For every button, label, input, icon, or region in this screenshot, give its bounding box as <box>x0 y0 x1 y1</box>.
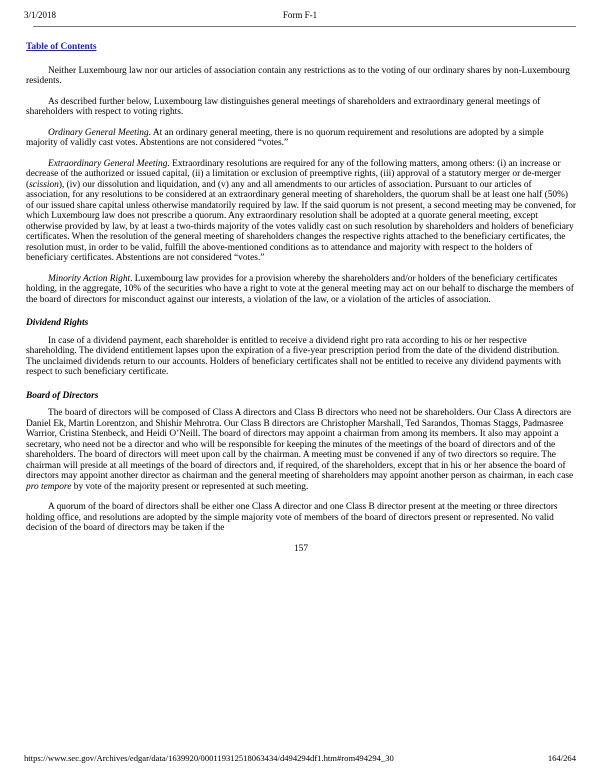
paragraph-text: In case of a dividend payment, each shareholder is entitled to receive a dividend right pro rata according to his or her respective shareholding. The dividend entitlement lapses upon the expiration of a five-year prescription period from the date of the dividend distribution. The unclaimed dividends return to our accounts. Holders of beneficiary certificates shall not be entitled to receive any dividend payments with respect to such beneficiary certificate. <box>26 335 561 377</box>
paragraph-extraordinary-general-meeting <box>26 159 576 264</box>
print-date: 3/1/2018 <box>24 10 57 20</box>
paragraph-text: . Extraordinary resolutions are required for any of the following matters, among others: (i) an increase or decrease of the authorized or issued capital, (ii) a limitation or exclusion of preemptive rights, (iii) approval of a statutory merger or de-merger ( <box>26 158 561 190</box>
print-header <box>24 10 576 22</box>
paragraph-lead-italic: Extraordinary General Meeting <box>48 158 168 169</box>
paragraph-text: A quorum of the board of directors shall be either one Class A director and one Class B director present at the meeting or three directors holding office, and resolutions are adopted by the simple majority vote of members of the board of directors present or represented. No valid decision of the board of directors may be taken if the <box>26 502 558 533</box>
paragraph-dividend-payment <box>26 336 576 378</box>
paragraph-board-quorum <box>26 502 576 534</box>
paragraph-meetings-distinction <box>26 97 576 118</box>
paragraph-text: by vote of the majority present or represented at such meeting. <box>71 481 309 492</box>
page-number: 157 <box>293 543 309 554</box>
italic-term-pro-tempore: pro tempore <box>26 481 72 492</box>
table-of-contents-link[interactable]: Table of Contents <box>26 42 97 52</box>
form-title: Form F-1 <box>282 10 318 20</box>
header-divider <box>33 26 576 27</box>
source-url: https://www.sec.gov/Archives/edgar/data/1639920/000119312518063434/d494294df1.htm#rom494294_30 <box>24 753 394 763</box>
heading-board-of-directors: Board of Directors <box>26 390 99 401</box>
paragraph-text: . At an ordinary general meeting, there is no quorum requirement and resolutions are adopted by a simple majority of validly cast votes. Abstentions are not considered “votes.” <box>26 127 544 148</box>
paragraph-text: ), (iv) our dissolution and liquidation, and (v) any and all amendments to our articles of association. Pursuant to our articles of association, for any resolutions to be considered at an extraordinary general meeting of shareholders, the quorum shall be at least one half (50%) of our issued share capital unless otherwise mandatorily required by law. If the said quorum is not present, a second meeting may be convened, for which Luxembourg law does not prescribe a quorum. Any extraordinary resolution shall be adopted at a quorate general meeting, except otherwise provided by law, by at least a two-thirds majority of the votes validly cast on such resolution by shareholders and holders of beneficiary certificates. When the resolution of the general meeting of shareholders changes the respective rights attached to the beneficiary certificates, the resolution must, in order to be valid, fulfill the above-mentioned conditions as to attendance and majority with respect to the holders of beneficiary certificates. Abstentions are not considered “votes.” <box>26 179 577 263</box>
italic-term-scission: scission <box>29 179 59 190</box>
paragraph-text: The board of directors will be composed of Class A directors and Class B directors who need not be shareholders. Our Class A directors are Daniel Ek, Martin Lorentzon, and Shishir Mehrotra. Our Class B directors are Christopher Marshall, Ted Sarandos, Thomas Staggs, Padmasree Warrior, Cristina Stenbeck, and Heidi O’Neill. The board of directors may appoint a chairman from among its members. It also may appoint a secretary, who need not be a director and who will be responsible for keeping the minutes of the meetings of the board of directors and of the shareholders. The board of directors will meet upon call by the chairman. A meeting must be convened if any of two directors so require. The chairman will preside at all meetings of the board of directors and, if required, of the shareholders, except that in his or her absence the board of directors may appoint another director as chairman and the general meeting of shareholders may appoint another person as chairman, in each case <box>26 408 574 481</box>
paragraph-lead-italic: Ordinary General Meeting <box>48 127 149 138</box>
page-indicator: 164/264 <box>547 753 576 763</box>
print-footer <box>24 753 576 764</box>
heading-dividend-rights: Dividend Rights <box>26 318 89 328</box>
paragraph-ordinary-general-meeting <box>26 128 576 149</box>
document-body <box>26 42 576 564</box>
paragraph-lead-italic: Minority Action Right <box>48 273 131 284</box>
paragraph-voting-restrictions <box>26 66 576 87</box>
paragraph-text: As described further below, Luxembourg law distinguishes general meetings of shareholders and extraordinary general meetings of shareholders with respect to voting rights. <box>26 96 541 117</box>
paragraph-minority-action-right <box>26 274 576 306</box>
paragraph-board-composition <box>26 408 576 492</box>
paragraph-text: . Luxembourg law provides for a provision whereby the shareholders and/or holders of the beneficiary certificates holding, in the aggregate, 10% of the securities who have a right to vote at the general meeting may act on our behalf to discharge the members of the board of directors for misconduct against our interests, a violation of the law, or a violation of the articles of association. <box>26 273 574 305</box>
paragraph-text: Neither Luxembourg law nor our articles of association contain any restrictions as to the voting of our ordinary shares by non-Luxembourg residents. <box>26 65 570 86</box>
